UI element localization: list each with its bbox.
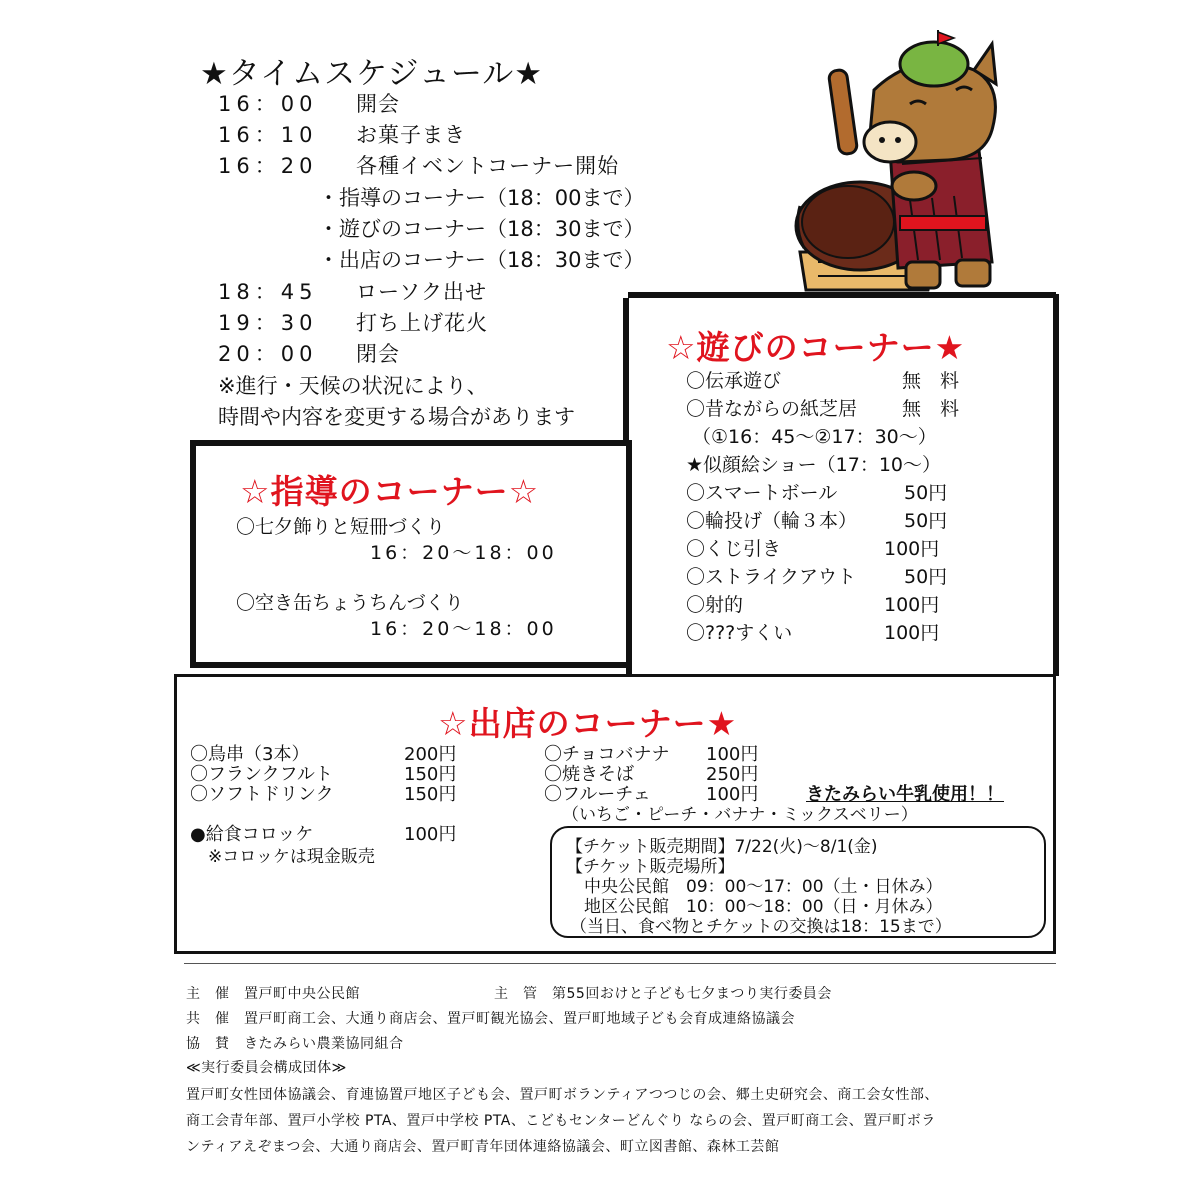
list-item: 〇焼きそば (544, 764, 634, 785)
list-item: 〇鳥串（3本） (190, 744, 310, 765)
list-item: 〇ストライクアウト (686, 566, 857, 588)
milk-note: きたみらい牛乳使用！！ (806, 784, 1004, 805)
list-item: 〇フランクフルト (190, 764, 333, 785)
list-item: 〇チョコバナナ (544, 744, 670, 765)
asobi-item-list (686, 366, 986, 646)
list-item: 〇くじ引き (686, 538, 782, 560)
schedule-sub-row: ・出店のコーナー（18：30まで） (318, 248, 645, 272)
ticket-place: 地区公民館 10：00～18：00（日・月休み） (584, 897, 943, 917)
schedule-row: 16：10 お菓子まき (218, 123, 466, 147)
footer-cosponsor: 共 催 置戸町商工会、大通り商店会、置戸町観光協会、置戸町地域子ども会育成連絡協議会 (186, 1011, 795, 1027)
panel-border (1053, 674, 1056, 954)
item-time: 16：20～18：00 (370, 542, 557, 564)
panel-border (174, 674, 177, 954)
list-item: 〇ソフトドリンク (190, 784, 334, 805)
schedule-title: ★タイムスケジュール★ (200, 56, 544, 92)
panel-border (190, 662, 628, 668)
item-price: 50円 (904, 510, 948, 532)
panel-border (623, 298, 629, 440)
item-price: 150円 (404, 764, 457, 785)
item-price: 50円 (904, 566, 948, 588)
schedule-row: 20：00 閉会 (218, 342, 400, 366)
item-time: 16：20～18：00 (370, 618, 557, 640)
item-price: 100円 (706, 744, 759, 765)
schedule-row: 18：45 ローソク出せ (218, 280, 487, 304)
panel-border (626, 440, 632, 676)
item-price: 100円 (884, 594, 940, 616)
item-price: 100円 (884, 538, 940, 560)
ticket-exchange-note: （当日、食べ物とチケットの交換は18：15まで） (570, 917, 952, 937)
item-price: 100円 (706, 784, 759, 805)
list-item: 〇輪投げ（輪３本） (686, 510, 858, 532)
ticket-place-label: 【チケット販売場所】 (566, 857, 735, 877)
list-item: 〇???すくい (686, 622, 793, 644)
item-price: 150円 (404, 784, 457, 805)
schedule-sub-row: ・遊びのコーナー（18：30まで） (318, 217, 645, 241)
panel-border (190, 440, 628, 446)
item-price: 無 料 (902, 370, 960, 392)
footer-organizer: 主 催 置戸町中央公民館 (186, 986, 360, 1002)
footer-committee-heading: ≪実行委員会構成団体≫ (186, 1060, 347, 1076)
list-item: 〇伝承遊び (686, 370, 782, 392)
footer-committee-line: ンティアえぞまつ会、大通り商店会、置戸町青年団体連絡協議会、町立図書館、森林工芸館 (186, 1139, 780, 1155)
schedule-row: 16：20 各種イベントコーナー開始 (218, 154, 620, 178)
footer-divider (184, 963, 1056, 964)
schedule-row: 16：00 開会 (218, 92, 400, 116)
horse-drummer-mascot-icon (778, 30, 1010, 292)
panel-border (174, 674, 1056, 677)
item-price: 100円 (884, 622, 940, 644)
list-item: 〇スマートボール (686, 482, 838, 504)
panel-border (190, 440, 196, 668)
panel-border (628, 292, 1056, 298)
item-price: 250円 (706, 764, 759, 785)
shutten-corner-title: ☆出店のコーナー★ (438, 704, 738, 743)
item-price: 100円 (404, 824, 457, 845)
ticket-info-box (550, 826, 1046, 938)
croquette-item: ●給食コロッケ (190, 824, 314, 845)
list-item: 〇昔ながらの紙芝居 (686, 398, 858, 420)
panel-border (174, 951, 1056, 954)
list-item: 〇射的 (686, 594, 744, 616)
ticket-place: 中央公民館 09：00～17：00（土・日休み） (584, 877, 943, 897)
shidou-corner-title: ☆指導のコーナー☆ (240, 472, 540, 511)
footer-manager: 主 管 第55回おけと子ども七夕まつり実行委員会 (494, 986, 832, 1002)
footer-committee-line: 置戸町女性団体協議会、育連協置戸地区子ども会、置戸町ボランティアつつじの会、郷土史研究会、商工会女性部、 (186, 1087, 939, 1103)
list-item: 〇空き缶ちょうちんづくり (236, 592, 464, 614)
panel-border (1053, 294, 1059, 676)
schedule-sub-row: ・指導のコーナー（18：00まで） (318, 186, 645, 210)
schedule-row: 19：30 打ち上げ花火 (218, 311, 488, 335)
footer-committee-line: 商工会青年部、置戸小学校 PTA、置戸中学校 PTA、こどもセンターどんぐり ならの会、置戸町商工会、置戸町ボラ (186, 1113, 936, 1129)
list-item: ★似顔絵ショー（17：10～） (686, 454, 942, 476)
schedule-note: ※進行・天候の状況により、 (218, 374, 488, 398)
asobi-corner-title: ☆遊びのコーナー★ (666, 328, 966, 367)
schedule-note: 時間や内容を変更する場合があります (218, 405, 575, 429)
item-price: 無 料 (902, 398, 960, 420)
footer-supporter: 協 賛 きたみらい農業協同組合 (186, 1036, 404, 1052)
croquette-note: ※コロッケは現金販売 (208, 847, 375, 867)
ticket-period: 【チケット販売期間】7/22(火)～8/1(金) (566, 837, 878, 857)
list-item: （①16：45～②17：30～） (692, 426, 937, 448)
item-price: 50円 (904, 482, 948, 504)
list-item: 〇七夕飾りと短冊づくり (236, 516, 446, 538)
item-price: 200円 (404, 744, 457, 765)
fruiche-flavors: （いちご・ピーチ・バナナ・ミックスベリー） (562, 805, 918, 825)
list-item: 〇フルーチェ (544, 784, 651, 805)
